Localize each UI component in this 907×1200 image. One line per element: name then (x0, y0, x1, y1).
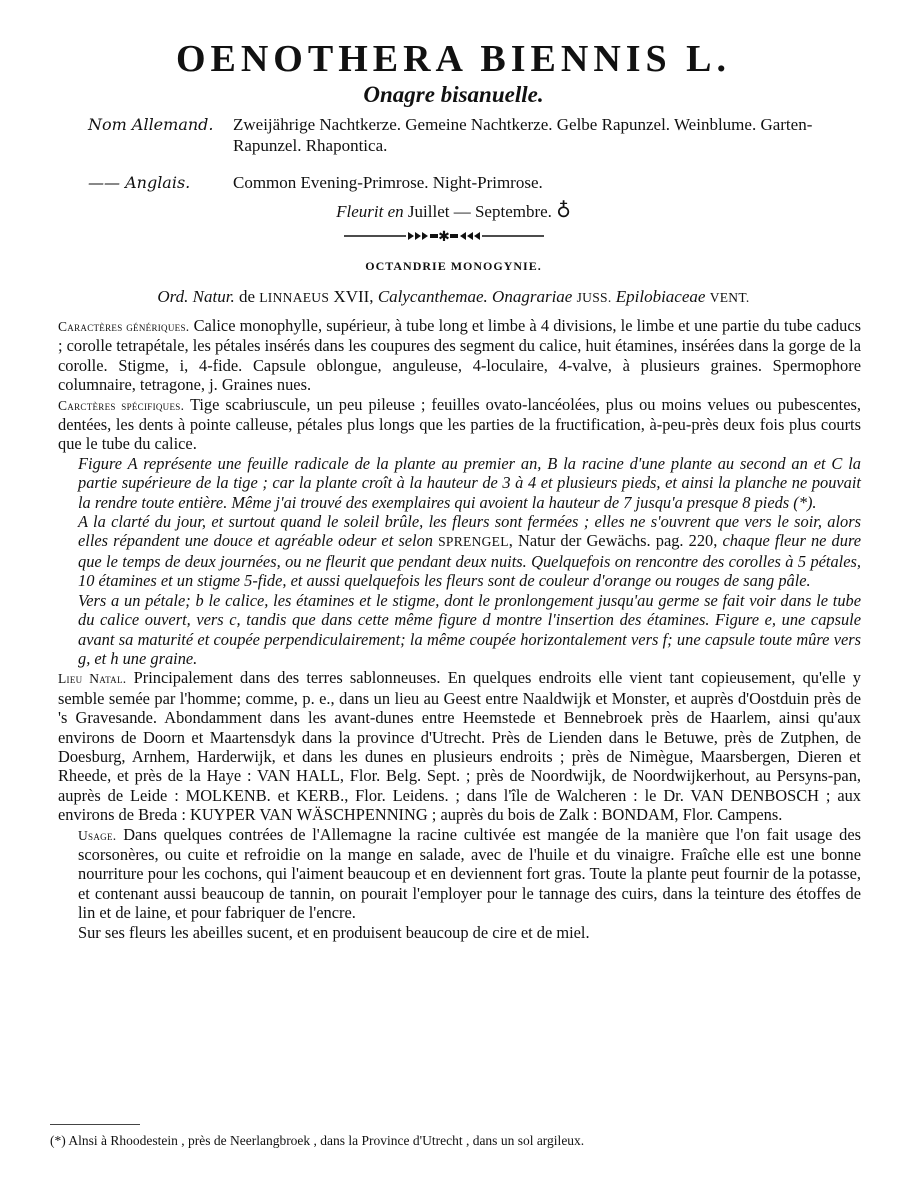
epilobiaceae-text: Epilobiaceae (615, 287, 706, 306)
english-names-label: —— Anglais. (88, 173, 191, 192)
flowering-line (0, 198, 907, 224)
linnaean-class: OCTANDRIE MONOGYNIE. (365, 259, 542, 273)
figure-paragraph: Figure A représente une feuille radicale de la plante au premier an, B la racine d'une plante au second an et C la partie supérieure de la tige ; car la plante croît à la hauteur de 3 à 4 et plusieurs pieds, et ainsi la planche ne pouvait la rendre toute entière. Même j'ai trouvé des exemplaires qui avoient la hauteur de 7 jusqu'a presque 8 pieds (*). (78, 453, 861, 512)
usage-label: Usage. (78, 827, 117, 843)
usage-text: Dans quelques contrées de l'Allemagne la racine cultivée est mangée de la manière que l'on fait usage des scorsonères, ou cuite et refroidie on la mange en salade, avec de l'huile et du vinaigre. Fraîche elle est une bonne nourriture pour les cochons, qui l'aiment beaucoup et en deviennent fort gras. Toute la plante peut fournir de la potasse, et contenant aussi beaucoup de tannin, on pourait l'employer pour le tannage des cuirs, dans la teinture des étoffes de lin et de laine, et pour fabriquer de l'encre. (78, 824, 861, 923)
ord-label: Ord. Natur. (157, 287, 235, 306)
sprengel-name: SPRENGEL (438, 534, 509, 550)
ord-text-1: de (238, 287, 256, 306)
lieu-natal-text: Principalement dans des terres sablonneuses. En quelques endroits elle vient tant copieusement, qu'elle y semble semée par l'homme; comme, p. e., dans un lieu au Geest entre Naaldwijk et Monster, et auprès d'Oostduin près de 's Gravesande. Abondamment dans les avant-dunes entre Heemstede et Bennebroek près de Haarlem, ainsi qu'aux environs de Doorn et Maartensdyk dans la province d'Utrecht. Près de Lienden dans le Betuwe, près de Zutphen, de Doesburg, Arnhem, Harderwijk, et dans les dunes en plusieurs endroits ; près de Nimègue, Maarsbergen, Dieren et Rheede, et près de la Haye : VAN HALL, Flor. Belg. Sept. ; près de Noordwijk, de Noordwijkerhout, au Persyns-pan, auprès de Leide : MOLKENB. et KERB., Flor. Leidens. ; dans l'île de Walcheren : le Dr. VAN DENBOSCH ; aux environs de Breda : KUYPER VAN WÄSCHPENNING ; auprès du bois de Zalk : BONDAM, Flor. Campens. (58, 668, 861, 825)
clarte-text-2: , Natur der Gewächs. pag. 220, (508, 531, 718, 551)
footnote-rule (50, 1124, 140, 1125)
calycanthemae-text: Calycanthemae. Onagrariae (377, 287, 573, 306)
lieu-natal-paragraph (58, 668, 861, 824)
english-names-row (88, 172, 868, 194)
usage-paragraph (58, 825, 861, 923)
juss-name: JUSS. (576, 290, 612, 305)
german-names-row (88, 114, 868, 156)
clarte-paragraph (58, 512, 861, 591)
biennial-symbol-icon: ♁ (556, 198, 571, 222)
generic-characters-label: Caractères génériques. (58, 319, 190, 334)
specific-characters-text: Tige scabriuscule, un peu pileuse ; feuilles ovato-lancéolées, plus ou moins velues ou pubescentes, dentées, les dents à pointe calleuse, pétales plus longs que les parties de la fructification, à-peu-près deux fois plus courts que le tube du calice. (58, 394, 861, 454)
generic-characters-paragraph (58, 316, 861, 395)
vers-paragraph: Vers a un pétale; b le calice, les étamines et le stigme, dont le pronlongement jusqu'au germe se fait voir dans le tube du calice ouvert, vers c, tandis que dans cette même figure d montre l'insertion des étamines. Figure e, une capsule avant sa maturité et coupée perpendiculairement; la même coupée horizontalement vers f; une capsule toute mûre vers g, et h une graine. (78, 590, 861, 668)
svg-text:✱: ✱ (438, 229, 450, 245)
generic-characters-text: Calice monophylle, supérieur, à tube long et limbe à 4 divisions, le limbe et une partie du tube caducs ; corolle tetrapétale, les pétales insérés dans les coupures des segment du calice, huit étamines, insérées dans la gorge de la corolle. Stigme, i, 4-fide. Capsule oblongue, anguleuse, 4-loculaire, 4-valve, à plusieurs graines. Spermophore columnaire, tetragone, j. Graines nues. (58, 316, 862, 395)
main-text (58, 316, 861, 942)
german-names-label: Nom Allemand. (88, 115, 214, 134)
clarte-text-3: chaque fleur ne dure que le temps de deux journées, ou ne fleurit que pendant deux nuits. Quelquefois on rencontre des corolles à 5 pétales, 10 étamines et un stigme 5-fide, et aussi quelquefois les fleurs sont de couleur d'orange ou rouges de sang pâle. (78, 531, 861, 591)
bees-paragraph: Sur ses fleurs les abeilles sucent, et en produisent beaucoup de cire et de miel. (78, 922, 590, 942)
linnaeus-name: LINNAEUS (259, 290, 330, 305)
page-subtitle: Onagre bisanuelle. (363, 82, 544, 107)
natural-order-line (0, 285, 907, 310)
english-names-text: Common Evening-Primrose. Night-Primrose. (233, 173, 543, 192)
page-title: OENOTHERA BIENNIS L. (175, 38, 732, 80)
flowering-prefix: Fleurit en (336, 202, 404, 221)
ornament-divider-icon (344, 227, 544, 245)
footnote: (*) Alnsi à Rhoodestein , près de Neerlangbroek , dans la Province d'Utrecht , dans un sol argileux. (50, 1133, 585, 1148)
lieu-natal-label: Lieu Natal. (58, 671, 127, 687)
clarte-text-1: A la clarté du jour, et surtout quand le soleil brûle, les fleurs sont fermées ; elles ne s'ouvrent que vers le soir, alors elles répandent une douce et agréable odeur et selon (78, 512, 861, 551)
specific-characters-label: Carctères spécifiques. (58, 397, 185, 413)
vent-name: VENT. (709, 290, 750, 305)
german-names-text: Zweijährige Nachtkerze. Gemeine Nachtkerze. Gelbe Rapunzel. Weinblume. Garten-Rapunzel. Rhapontica. (233, 115, 813, 155)
specific-characters-paragraph (58, 395, 861, 454)
flowering-period: Juillet — Septembre. (407, 202, 552, 221)
ord-text-2: XVII, (333, 287, 374, 306)
